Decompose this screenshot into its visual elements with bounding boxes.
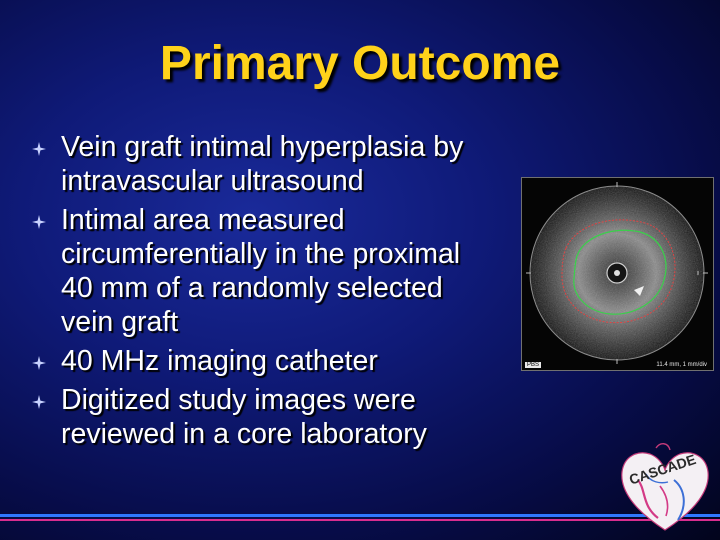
bullet-line: 40 mm of a randomly selected [61, 272, 443, 304]
footer-rule-pink [0, 519, 720, 521]
bullet-item [30, 203, 520, 339]
bullet-item [30, 344, 520, 378]
cascade-logo [616, 440, 714, 534]
bullet-item [30, 383, 520, 451]
footer-rule-blue [0, 514, 720, 517]
bullet-line: Digitized study images were [61, 384, 416, 416]
ivus-image [521, 177, 714, 371]
slide-title: Primary Outcome [159, 37, 561, 90]
bullet-line: circumferentially in the proximal [61, 238, 461, 270]
ivus-cross-section [522, 178, 713, 370]
four-point-star-icon [32, 142, 46, 156]
bullet-line: reviewed in a core laboratory [61, 418, 427, 450]
image-tag: PBS [527, 362, 540, 368]
scale-label: 11.4 mm, 1 mm/div [656, 362, 707, 368]
four-point-star-icon [32, 356, 46, 370]
logo-text: CASCADE [627, 450, 698, 488]
bullet-line: intravascular ultrasound [61, 165, 364, 197]
bullet-list [30, 130, 520, 456]
four-point-star-icon [32, 215, 46, 229]
bullet-item [30, 130, 520, 198]
bullet-line: Intimal area measured [61, 204, 345, 236]
four-point-star-icon [32, 395, 46, 409]
bullet-line: 40 MHz imaging catheter [61, 345, 378, 377]
bullet-line: Vein graft intimal hyperplasia by [61, 131, 464, 163]
bullet-line: vein graft [61, 306, 179, 338]
